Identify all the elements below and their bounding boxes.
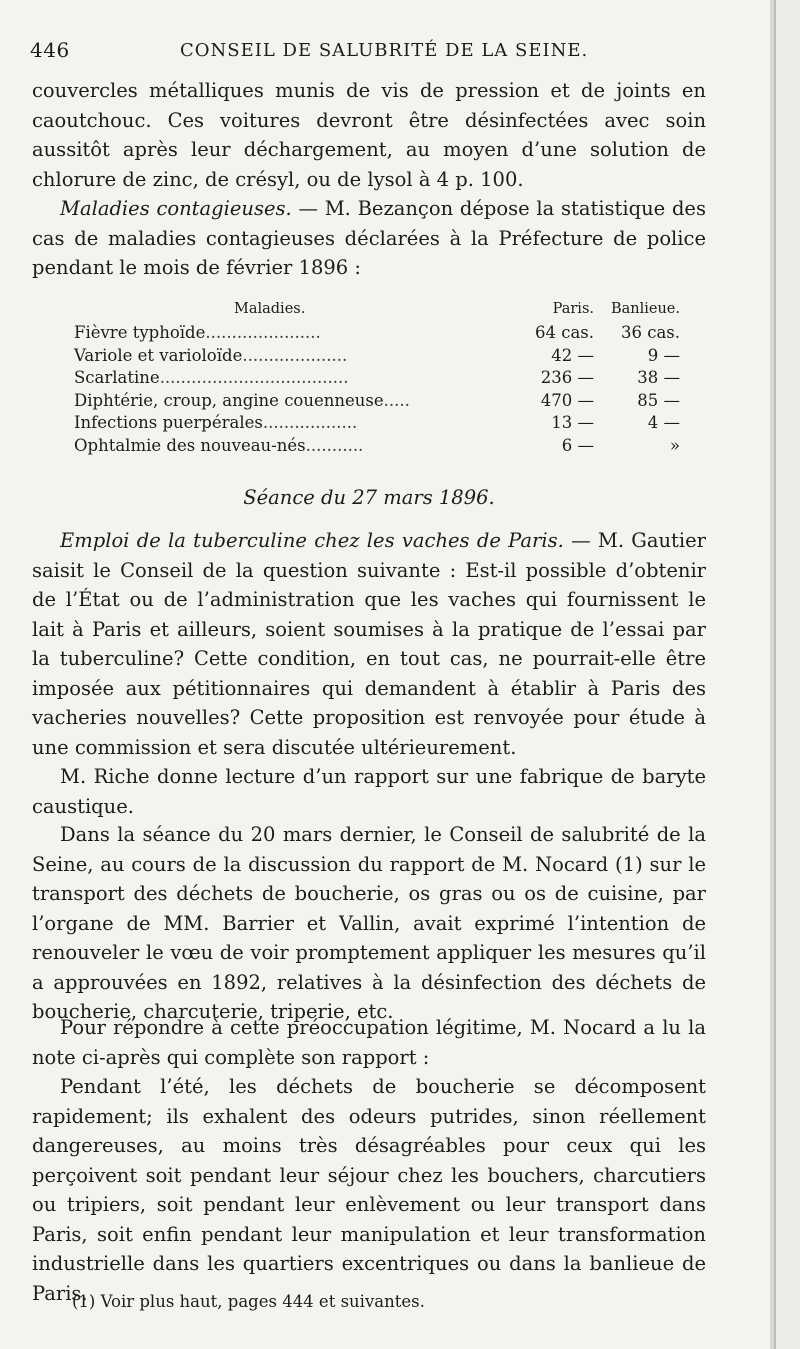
banlieue-count: 36 cas. xyxy=(620,323,680,342)
disease-name: Diphtérie, croup, angine couenneuse..... xyxy=(74,390,410,410)
col-header-paris: Paris. xyxy=(552,301,594,317)
banlieue-count: » xyxy=(669,435,680,455)
col-header-banlieue: Banlieue. xyxy=(610,301,680,317)
col-header-disease: Maladies. xyxy=(234,301,306,317)
paris-count: 6 — xyxy=(561,435,594,455)
session-heading: Séance du 27 mars 1896. xyxy=(243,486,495,509)
paragraph-butchery-waste: Dans la séance du 20 mars dernier, le Conseil de salubrité de la Seine, au cours de la discussion du rapport de M. Nocard (1) sur le transport des déchets de boucherie, os gras ou os de cuisine, par l’organe de MM. Barrier et Vallin, avait exprimé l’intention de renouveler le vœu de voir promptement appliquer les mesures qu’il a approuvées en 1892, relatives à la désinfection des déchets de boucherie, charcuterie, triperie, etc. xyxy=(32,823,706,1023)
paragraph-disinfection: couvercles métalliques munis de vis de pression et de joints en caoutchouc. Ces voitures devront être désinfectées avec soin aussitôt après leur déchargement, au moyen d’une solution de chlorure de zinc, de crésyl, ou de lysol à 4 p. 100. xyxy=(32,79,706,191)
paris-count: 42 — xyxy=(551,345,594,365)
page-number: 446 xyxy=(30,38,70,62)
paragraph-baryte-report: M. Riche donne lecture d’un rapport sur une fabrique de baryte caustique. xyxy=(32,765,706,818)
paris-count: 13 — xyxy=(551,413,594,432)
table-row xyxy=(74,367,686,390)
table-header-row xyxy=(74,298,686,322)
section-title-contagious: Maladies contagieuses. xyxy=(60,197,292,220)
disease-name: Infections puerpérales.................. xyxy=(74,413,358,432)
table-row xyxy=(74,412,686,435)
table-row xyxy=(74,345,686,368)
paris-count: 64 cas. xyxy=(534,323,594,342)
table-row xyxy=(74,390,686,413)
paragraph-tuberculin-text: — M. Gautier saisit le Conseil de la question suivante : Est-il possible d’obtenir de l’État ou de l’administration que les vaches qui fournissent le lait à Paris et ailleurs, soient soumises à la pratique de l’essai par la tuberculine? Cette condition, en tout cas, ne pourrait-elle être imposée aux pétitionnaires qui demandent à établir à Paris des vacheries nouvelles? Cette proposition est renvoyée pour étude à une commission et sera discutée ultérieurement. xyxy=(32,529,706,759)
table-row xyxy=(74,435,686,458)
disease-statistics-table xyxy=(74,298,686,457)
paragraph-contagious-diseases xyxy=(32,194,706,283)
table-row xyxy=(74,322,686,345)
banlieue-count: 85 — xyxy=(637,390,680,410)
running-title: CONSEIL DE SALUBRITÉ DE LA SEINE. xyxy=(180,40,589,61)
paragraph-summer-decomposition: Pendant l’été, les déchets de boucherie se décomposent rapidement; ils exhalent des odeurs putrides, sinon réellement dangereuses, au moins très désagréables pour ceux qui les perçoivent soit pendant leur séjour chez les bouchers, charcutiers ou tripiers, soit pendant leur enlèvement ou leur transport dans Paris, soit enfin pendant leur manipulation et leur transformation industrielle dans les quartiers excentriques ou dans la banlieue de Paris. xyxy=(32,1075,706,1305)
disease-name: Ophtalmie des nouveau-nés........... xyxy=(74,435,364,455)
section-title-tuberculin: Emploi de la tuberculine chez les vaches de Paris. xyxy=(60,529,564,552)
paragraph-tuberculin xyxy=(32,526,706,762)
disease-name: Variole et varioloïde.................... xyxy=(74,345,348,365)
disease-name: Scarlatine.................................... xyxy=(74,368,349,387)
paris-count: 470 — xyxy=(540,390,594,410)
paragraph-nocard-note: Pour répondre à cette préoccupation légitime, M. Nocard a lu la note ci-après qui complète son rapport : xyxy=(32,1016,706,1069)
banlieue-count: 4 — xyxy=(647,413,680,432)
footnote: (1) Voir plus haut, pages 444 et suivantes. xyxy=(72,1292,425,1311)
disease-name: Fièvre typhoïde...................... xyxy=(74,323,321,342)
banlieue-count: 9 — xyxy=(647,345,680,365)
paris-count: 236 — xyxy=(540,368,594,387)
banlieue-count: 38 — xyxy=(637,368,680,387)
paragraph-contagious-text: — M. Bezançon dépose la statistique des cas de maladies contagieuses déclarées à la Préfecture de police pendant le mois de février 1896 : xyxy=(32,197,706,279)
